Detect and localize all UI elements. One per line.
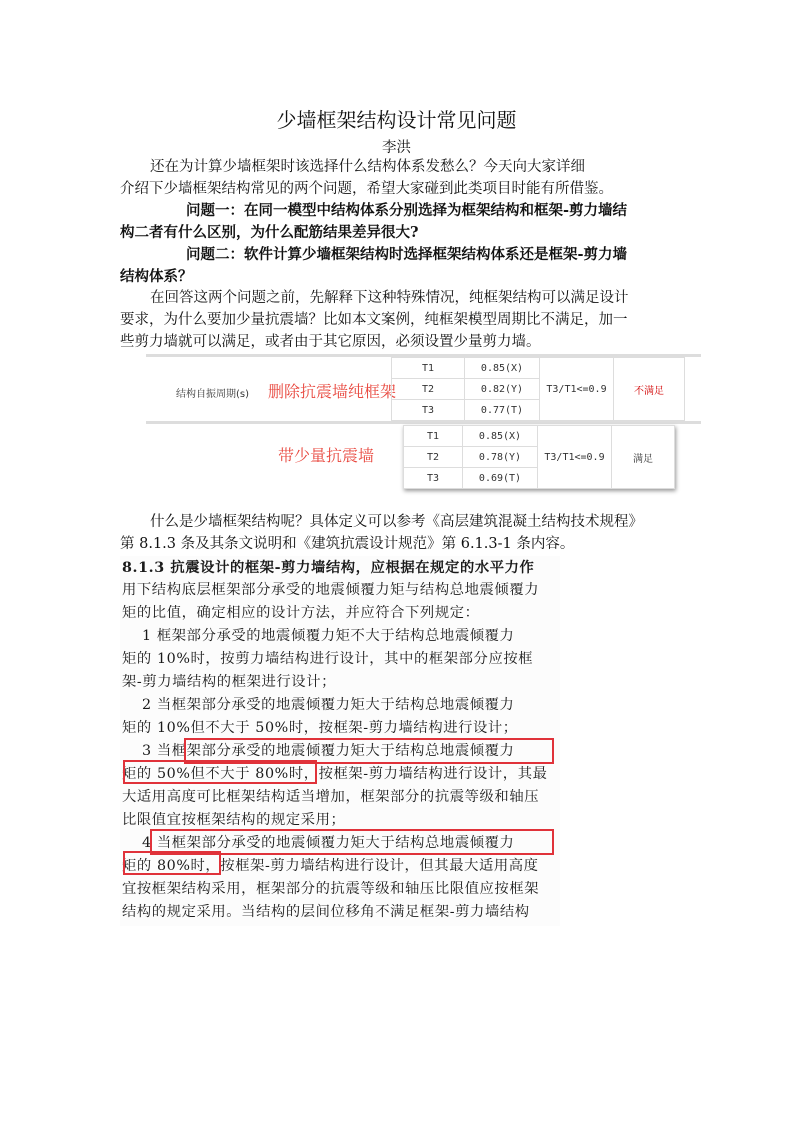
excerpt-line: 4 当框架部分承受的地震倾覆力矩大于结构总地震倾覆力: [122, 835, 515, 851]
result: 满足: [612, 426, 675, 489]
criterion: T3/T1<=0.9: [540, 358, 614, 421]
paragraph-line: 些剪力墙就可以满足，或者由于其它原因，必须设置少量剪力墙。: [120, 334, 541, 350]
period-name: T3: [392, 400, 465, 421]
period-value: 0.82(Y): [465, 379, 540, 400]
period-value: 0.77(T): [465, 400, 540, 421]
excerpt-line: 大适用高度可比框架结构适当增加，框架部分的抗震等级和轴压: [122, 789, 540, 805]
period-value: 0.78(Y): [463, 447, 538, 468]
excerpt-line: 矩的 80%时，按框架-剪力墙结构进行设计，但其最大适用高度: [122, 858, 539, 874]
intro-line: 还在为计算少墙框架时该选择什么结构体系发愁么？今天向大家详细: [150, 159, 585, 175]
page-title: 少墙框架结构设计常见问题: [276, 108, 517, 132]
period-name: T3: [404, 468, 463, 489]
paragraph-line: 要求，为什么要加少量抗震墙？比如本文案例，纯框架模型周期比不满足，加一: [120, 312, 628, 328]
period-name: T1: [392, 358, 465, 379]
period-name: T2: [392, 379, 465, 400]
excerpt-line: 架-剪力墙结构的框架进行设计；: [122, 674, 336, 690]
question-2: 结构体系？: [120, 268, 193, 285]
excerpt-line: 矩的比值，确定相应的设计方法，并应符合下列规定：: [122, 605, 480, 621]
excerpt-line: 3 当框架部分承受的地震倾覆力矩大于结构总地震倾覆力: [122, 743, 515, 759]
highlight-box: [123, 851, 221, 875]
period-name: T2: [404, 447, 463, 468]
excerpt-line: 用下结构底层框架部分承受的地震倾覆力矩与结构总地震倾覆力: [122, 582, 540, 598]
code-excerpt-image: [120, 556, 560, 926]
annotation-frame-only: 删除抗震墙纯框架: [268, 382, 397, 401]
highlight-box: [123, 760, 317, 784]
period-value: 0.69(T): [463, 468, 538, 489]
paragraph-line: 在回答这两个问题之前，先解释下这种特殊情况，纯框架结构可以满足设计: [150, 290, 629, 306]
criterion: T3/T1<=0.9: [538, 426, 612, 489]
period-table-frame: [146, 425, 701, 495]
row-label: 结构自振周期(s): [176, 389, 250, 400]
author: 李洪: [382, 140, 411, 156]
excerpt-line: 比限值宜按框架结构的规定采用；: [122, 812, 346, 828]
excerpt-line: 2 当框架部分承受的地震倾覆力矩大于结构总地震倾覆力: [122, 697, 515, 713]
excerpt-line: 1 框架部分承受的地震倾覆力矩不大于结构总地震倾覆力: [122, 628, 515, 644]
annotation-few-walls: 带少量抗震墙: [278, 446, 375, 465]
excerpt-line: 矩的 10%时，按剪力墙结构进行设计，其中的框架部分应按框: [122, 651, 534, 667]
result: 不满足: [614, 358, 685, 421]
period-name: T1: [404, 426, 463, 447]
period-value: 0.85(X): [465, 358, 540, 379]
excerpt-line: 8.1.3 抗震设计的框架-剪力墙结构，应根据在规定的水平力作: [122, 560, 535, 576]
question-2: 问题二：软件计算少墙框架结构时选择框架结构体系还是框架-剪力墙: [186, 246, 628, 263]
intro-line: 介绍下少墙框架结构常见的两个问题，希望大家碰到此类项目时能有所借鉴。: [120, 181, 613, 197]
paragraph-line: 第 8.1.3 条及其条文说明和《建筑抗震设计规范》第 6.1.3-1 条内容。: [120, 536, 575, 552]
excerpt-line: 结构的规定采用。当结构的层间位移角不满足框架-剪力墙结构: [122, 904, 530, 920]
period-table-frame: [146, 354, 701, 424]
excerpt-line: 矩的 50%但不大于 80%时，按框架-剪力墙结构进行设计，其最: [122, 766, 548, 782]
paragraph-line: 什么是少墙框架结构呢？具体定义可以参考《高层建筑混凝土结构技术规程》: [150, 514, 643, 530]
excerpt-line: 宜按框架结构采用，框架部分的抗震等级和轴压比限值应按框架: [122, 881, 540, 897]
question-1: 问题一：在同一模型中结构体系分别选择为框架结构和框架-剪力墙结: [186, 202, 628, 219]
excerpt-line: 矩的 10%但不大于 50%时，按框架-剪力墙结构进行设计；: [122, 720, 518, 736]
question-1: 构二者有什么区别，为什么配筋结果差异很大?: [120, 224, 419, 241]
period-value: 0.85(X): [463, 426, 538, 447]
